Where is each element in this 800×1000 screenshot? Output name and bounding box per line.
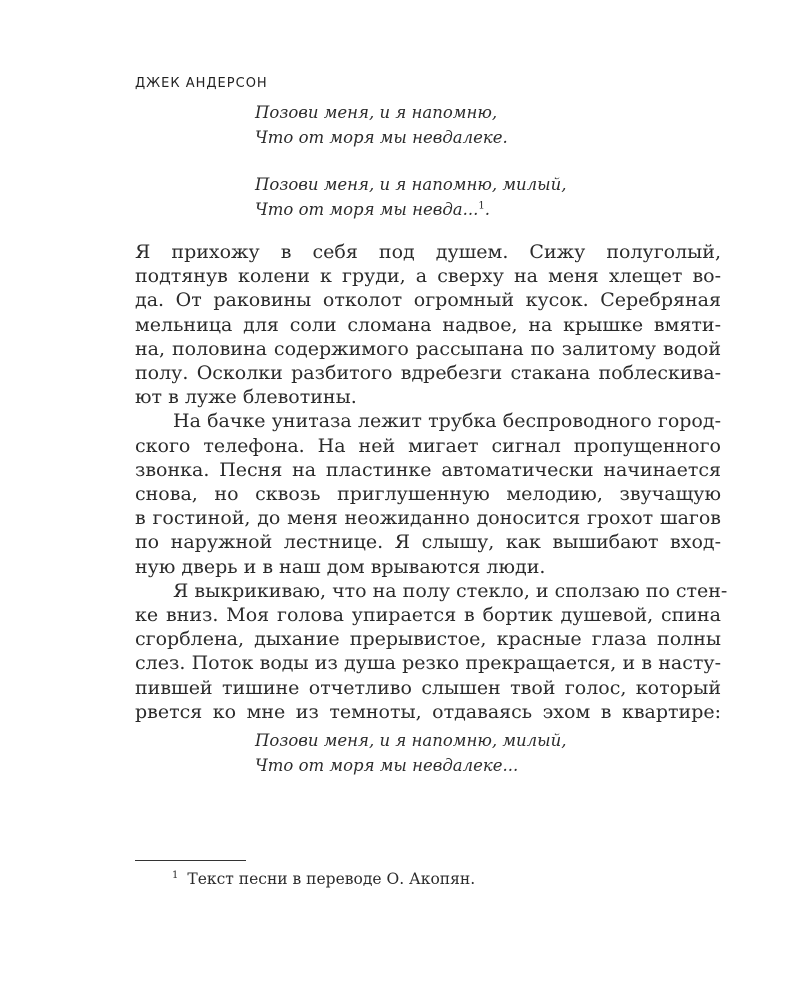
text-line: ют в луже блевотины. <box>135 386 357 409</box>
epigraph-verse-1 <box>255 100 508 150</box>
text-line: На бачке унитаза лежит трубка беспроводного город- <box>173 410 721 433</box>
text-line: по наружной лестнице. Я слышу, как вышибают вход- <box>135 531 721 554</box>
footnote-text: Текст песни в переводе О. Акопян. <box>187 870 476 888</box>
text-line: подтянув колени к груди, а сверху на меня хлещет во- <box>135 265 721 288</box>
text-line: снова, но сквозь приглушенную мелодию, звучащую <box>135 483 721 506</box>
text-line: ке вниз. Моя голова упирается в бортик душевой, спина <box>135 604 721 627</box>
epigraph-verse-2 <box>255 172 566 222</box>
epigraph-verse-3 <box>255 728 566 778</box>
text-line: пившей тишине отчетливо слышен твой голос, который <box>135 676 721 699</box>
text-line: Я прихожу в себя под душем. Сижу полуголый, <box>135 241 721 263</box>
footnote-mark: 1 <box>172 869 179 881</box>
text-line: да. От раковины отколот огромный кусок. Серебряная <box>135 289 721 312</box>
verse-line-end: . <box>484 200 491 219</box>
verse-line: Позови меня, и я напомню, <box>255 103 498 122</box>
text-line: звонка. Песня на пластинке автоматически начинается <box>135 458 721 481</box>
text-line: в гостиной, до меня неожиданно доносится грохот шагов <box>135 507 721 530</box>
body-text <box>135 240 728 724</box>
text-line: мельница для соли сломана надвое, на крышке вмяти- <box>135 313 721 336</box>
text-line: на, половина содержимого рассыпана по залитому водой <box>135 337 721 360</box>
text-line: ского телефона. На ней мигает сигнал пропущенного <box>135 434 721 457</box>
footnote-reference[interactable]: 1 <box>478 200 485 212</box>
verse-line: Что от моря мы невдалеке. <box>255 128 508 147</box>
footnote-divider <box>135 860 246 861</box>
text-line: Я выкрикиваю, что на полу стекло, и сползаю по стен- <box>173 579 728 602</box>
verse-line-text: Что от моря мы невда... <box>255 200 479 219</box>
text-line: сгорблена, дыхание прерывистое, красные глаза полны <box>135 628 721 651</box>
verse-line: Позови меня, и я напомню, милый, <box>255 175 567 194</box>
running-head: ДЖЕК АНДЕРСОН <box>135 76 268 91</box>
text-line: рвется ко мне из темноты, отдаваясь эхом в квартире: <box>135 700 721 723</box>
text-line: полу. Осколки разбитого вдребезги стакана поблескива- <box>135 362 721 385</box>
verse-line <box>255 197 566 222</box>
verse-line: Позови меня, и я напомню, милый, <box>255 731 567 750</box>
text-line: слез. Поток воды из душа резко прекращается, и в насту- <box>135 652 721 675</box>
text-line: ную дверь и в наш дом врываются люди. <box>135 555 546 578</box>
footnote <box>172 870 475 888</box>
verse-line: Что от моря мы невдалеке... <box>255 756 519 775</box>
